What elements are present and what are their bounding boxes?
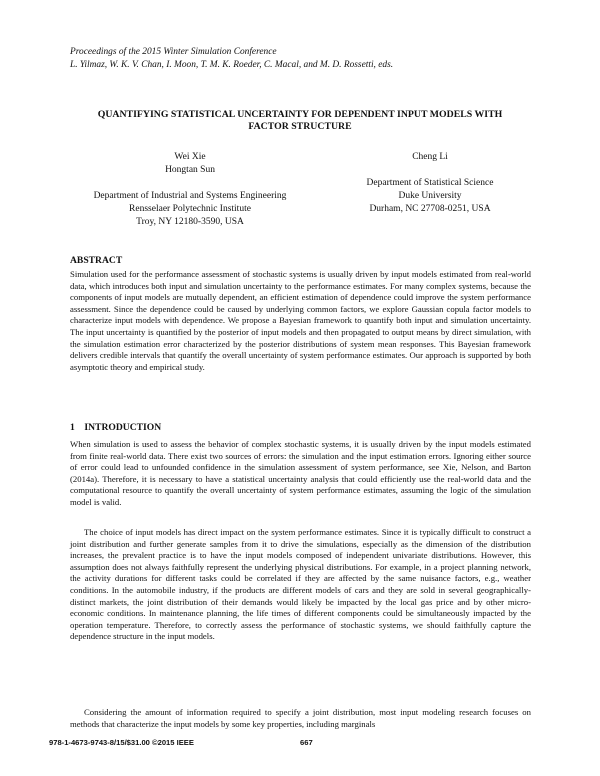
intro-paragraph: When simulation is used to assess the behavior of complex stochastic systems, it is usually driven by the input models estimated from finite real-world data. There exist two sources of errors: the simulation and the input estimation errors. Ignoring either source of error could lead to unfounded confidence in the simulation assessment of system performance, see Xie, Nelson, and Barton (2014a). Therefore, it is necessary to have a statistical uncertainty analysis that could efficiently use the real-world data and the computational resource to quantify the overall uncertainty of system performance estimates, assuming the logic of the simulation model is valid. (70, 439, 531, 507)
affiliation-line: Troy, NY 12180-3590, USA (136, 217, 244, 227)
author-name: Cheng Li (412, 152, 448, 162)
proceedings-title: Proceedings of the 2015 Winter Simulation Conference (70, 47, 277, 57)
author-block-left (50, 151, 330, 229)
abstract-text: Simulation used for the performance assessment of stochastic systems is usually driven by input models estimated from real-world data, which introduces both input and simulation uncertainty to the performance estimates. For many complex systems, because the components of input models are mutually dependent, an efficient estimation of dependence could improve the system performance assessment. Since the dependence could be caused by underlying common factors, we explore Gaussian copula factor models to characterize input models with dependence. We propose a Bayesian framework to quantify both input and simulation uncertainty. The input uncertainty is quantified by the posterior of input models and then propagated to output means by direct simulation, with the simulation estimation error characterized by the posterior distributions of system mean responses. This Bayesian framework delivers credible intervals that quantify the overall uncertainty of system performance estimates. Our approach is supported by both asymptotic theory and empirical study. (70, 269, 531, 372)
abstract-heading: ABSTRACT (70, 255, 123, 266)
affiliation-line: Durham, NC 27708-0251, USA (369, 204, 491, 214)
footer-isbn: 978-1-4673-9743-8/15/$31.00 ©2015 IEEE (49, 738, 194, 747)
author-name: Wei Xie (174, 152, 206, 162)
author-block-right (310, 151, 550, 216)
affiliation-line: Department of Statistical Science (366, 178, 494, 188)
affiliation-line: Duke University (398, 191, 462, 201)
footer-page-number: 667 (300, 738, 313, 747)
proceedings-header (70, 46, 540, 72)
paper-title-line-2: FACTOR STRUCTURE (248, 121, 352, 132)
proceedings-editors: L. Yilmaz, W. K. V. Chan, I. Moon, T. M. K. Roeder, C. Macal, and M. D. Rossetti, eds. (70, 60, 394, 70)
paper-title-line-1: QUANTIFYING STATISTICAL UNCERTAINTY FOR DEPENDENT INPUT MODELS WITH (97, 109, 503, 120)
intro-paragraph: Considering the amount of information required to specify a joint distribution, most input modeling research focuses on methods that characterize the input models by some key properties, including marginals (70, 707, 531, 729)
affiliation-line: Rensselaer Polytechnic Institute (129, 204, 251, 214)
affiliation-line: Department of Industrial and Systems Engineering (93, 191, 287, 201)
paper-title (60, 109, 540, 133)
author-name: Hongtan Sun (165, 165, 215, 175)
introduction-heading: 1 INTRODUCTION (70, 422, 162, 433)
intro-paragraph: The choice of input models has direct impact on the system performance estimates. Since it is typically difficult to construct a joint distribution and further generate samples from it to drive the simulations, especially as the dimension of the distribution increases, the prevalent practice is to have the input models composed of independent univariate distributions. However, this assumption does not always faithfully represent the underlying physical distributions. For example, in a project planning network, the activity durations for different tasks could be correlated if they are affected by the same nuisance factors, e.g., weather conditions. In the automobile industry, if the products are different models of cars and they are sold in several geographically-distinct markets, the joint distribution of their demands would likely be impacted by the local gas price and by other micro-economic conditions. In maintenance planning, the life times of different components could be simultaneously impacted by the operation temperature. Therefore, to correctly assess the performance of stochastic systems, we should faithfully capture the dependence structure in the input models. (70, 527, 531, 642)
